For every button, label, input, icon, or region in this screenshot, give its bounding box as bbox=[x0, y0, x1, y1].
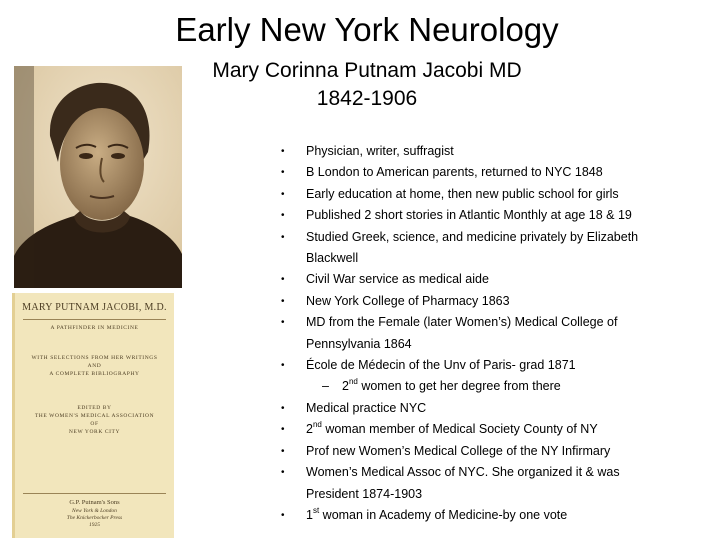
list-item-text: Medical practice NYC bbox=[306, 400, 427, 415]
slide-subtitle-name: Mary Corinna Putnam Jacobi MD bbox=[212, 59, 522, 82]
book-edited-line1: EDITED BY bbox=[77, 405, 112, 411]
list-item-text: President 1874-1903 bbox=[306, 486, 423, 501]
list-item-text: Blackwell bbox=[306, 251, 359, 266]
bullet-icon: • bbox=[281, 146, 285, 157]
bullet-icon: • bbox=[281, 509, 285, 521]
ordinal-suffix: st bbox=[312, 505, 320, 515]
book-tagline: A PATHFINDER IN MEDICINE bbox=[50, 325, 139, 331]
list-item-text: Women’s Medical Assoc of NYC. She organized it & was bbox=[306, 465, 620, 480]
list-item bbox=[280, 355, 720, 376]
list-item bbox=[280, 141, 720, 162]
book-publisher-city: New York & London bbox=[72, 508, 117, 514]
book-year: 1925 bbox=[89, 522, 100, 528]
bio-bullet-list bbox=[280, 141, 720, 526]
list-item bbox=[280, 462, 720, 483]
bullet-icon: • bbox=[281, 231, 285, 243]
ordinal-suffix: nd bbox=[348, 377, 358, 387]
list-item-text: New York College of Pharmacy 1863 bbox=[306, 293, 510, 308]
bullet-icon: • bbox=[281, 210, 285, 222]
list-item bbox=[280, 441, 720, 462]
bullet-icon: • bbox=[281, 402, 285, 414]
bullet-icon: • bbox=[281, 295, 285, 307]
list-item-text: woman member of Medical Society County of NY bbox=[321, 422, 598, 437]
book-with-line1: WITH SELECTIONS FROM HER WRITINGS bbox=[31, 355, 158, 361]
bullet-icon: • bbox=[281, 317, 285, 329]
bullet-icon: • bbox=[281, 274, 285, 286]
bullet-icon: • bbox=[281, 445, 285, 457]
ordinal-suffix: nd bbox=[312, 420, 322, 430]
list-item bbox=[280, 205, 720, 226]
book-with-line3: A COMPLETE BIBLIOGRAPHY bbox=[49, 371, 140, 377]
bullet-icon: • bbox=[281, 167, 285, 179]
list-item bbox=[280, 291, 720, 312]
list-item bbox=[280, 184, 720, 205]
list-item-continuation bbox=[280, 248, 720, 269]
list-item-text: École de Médecin of the Unv of Paris- grad 1871 bbox=[306, 358, 576, 373]
list-item-continuation bbox=[280, 334, 720, 355]
bullet-icon: • bbox=[281, 188, 285, 200]
list-item bbox=[280, 269, 720, 290]
list-item-text: Published 2 short stories in Atlantic Monthly at age 18 & 19 bbox=[306, 208, 632, 223]
list-item-text: Physician, writer, suffragist bbox=[306, 144, 454, 158]
book-publisher: G.P. Putnam's Sons bbox=[69, 499, 120, 506]
portrait-photo bbox=[14, 66, 182, 288]
list-item-text: B London to American parents, returned to NYC 1848 bbox=[306, 165, 603, 180]
list-item-text: Early education at home, then new public school for girls bbox=[306, 186, 619, 201]
bullet-icon: • bbox=[281, 360, 285, 372]
book-cover bbox=[12, 293, 174, 538]
ordinal-number: 2 bbox=[342, 379, 349, 394]
list-item-text: Prof new Women’s Medical College of the NY Infirmary bbox=[306, 443, 611, 458]
ordinal-number: 1 bbox=[306, 507, 313, 522]
list-item bbox=[280, 312, 720, 333]
book-with-line2: AND bbox=[87, 363, 102, 369]
bullet-icon: • bbox=[281, 467, 285, 479]
list-item bbox=[280, 505, 720, 526]
slide-subtitle-years: 1842-1906 bbox=[316, 87, 418, 110]
list-item bbox=[280, 398, 720, 419]
book-title: MARY PUTNAM JACOBI, M.D. bbox=[22, 302, 167, 313]
list-item bbox=[280, 419, 720, 440]
ordinal-number: 2 bbox=[306, 422, 313, 437]
slide-title: Early New York Neurology bbox=[175, 11, 559, 48]
list-item-text: MD from the Female (later Women’s) Medical College of bbox=[306, 315, 618, 330]
book-edited-line2: THE WOMEN'S MEDICAL ASSOCIATION bbox=[34, 413, 155, 419]
list-item-text: women to get her degree from there bbox=[357, 379, 561, 394]
book-publisher-press: The Knickerbocker Press bbox=[66, 515, 123, 521]
book-edited-line4: NEW YORK CITY bbox=[68, 429, 121, 435]
bullet-icon: • bbox=[281, 424, 285, 436]
book-edited-line3: OF bbox=[90, 421, 99, 427]
sub-list-item bbox=[280, 376, 720, 397]
book-rule-top bbox=[23, 319, 166, 320]
list-item-text: woman in Academy of Medicine-by one vote bbox=[319, 507, 568, 522]
book-rule-bottom bbox=[23, 493, 166, 494]
list-item bbox=[280, 162, 720, 183]
list-item bbox=[280, 227, 720, 248]
dash-icon: – bbox=[322, 379, 329, 394]
list-item-text: Studied Greek, science, and medicine privately by Elizabeth bbox=[306, 229, 639, 244]
list-item-text: Civil War service as medical aide bbox=[306, 272, 489, 287]
list-item-text: Pennsylvania 1864 bbox=[306, 336, 412, 351]
list-item-continuation bbox=[280, 484, 720, 505]
